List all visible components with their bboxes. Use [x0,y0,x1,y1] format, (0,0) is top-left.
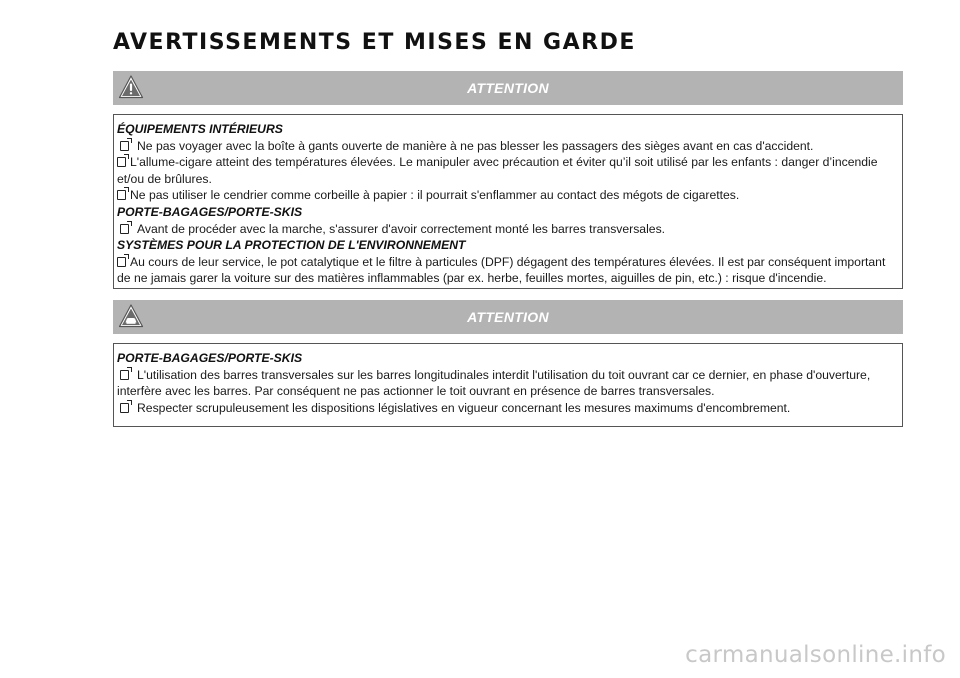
warning-box-2 [113,343,903,427]
checkbox-bullet-icon [117,257,126,267]
list-item: Respecter scrupuleusement les dispositions législatives en vigueur concernant les mesures maximums d'encombrement. [117,400,899,417]
vehicle-warning-icon [118,303,144,329]
attention-banner-1 [113,71,903,105]
heading-roof-racks: PORTE-BAGAGES/PORTE-SKIS [117,351,303,365]
list-item: Au cours de leur service, le pot catalytique et le filtre à particules (DPF) dégagent des températures élevées. Il est par conséquent important de ne jamais garer la voiture sur des matières inflammables (par ex. herbe, feuilles mortes, aiguilles de pin, etc.) : risque d'incendie. [117,254,886,286]
checkbox-bullet-icon [120,224,129,234]
list-item: Ne pas utiliser le cendrier comme corbeille à papier : il pourrait s'enflammer au contact des mégots de cigarettes. [117,187,899,204]
heading-roof-racks: PORTE-BAGAGES/PORTE-SKIS [117,204,303,219]
attention-banner-2 [113,300,903,334]
attention-label: ATTENTION [467,80,549,96]
watermark: carmanualsonline.info [685,642,946,668]
page-title: AVERTISSEMENTS ET MISES EN GARDE [113,30,636,55]
heading-environment-protection: SYSTÈMES POUR LA PROTECTION DE L'ENVIRONNEMENT [117,238,466,253]
attention-section-2 [113,300,903,427]
list-item: Avant de procéder avec la marche, s'assurer d'avoir correctement monté les barres transversales. [117,221,899,238]
warning-box-1 [113,114,903,289]
checkbox-bullet-icon [120,403,129,413]
attention-label: ATTENTION [467,309,549,325]
list-item: L'utilisation des barres transversales sur les barres longitudinales interdit l'utilisation du toit ouvrant car ce dernier, en phase d'ouverture, interfère avec les barres. Par conséquent ne pas actionner le toit ouvrant en présence de barres transversales. [117,367,871,399]
heading-interior-equipment: ÉQUIPEMENTS INTÉRIEURS [117,122,283,136]
checkbox-bullet-icon [120,370,129,380]
checkbox-bullet-icon [120,141,129,151]
list-item: Ne pas voyager avec la boîte à gants ouverte de manière à ne pas blesser les passagers des sièges avant en cas d'accident. [117,138,899,155]
warning-triangle-icon [118,74,144,100]
list-item: L'allume-cigare atteint des températures élevées. Le manipuler avec précaution et éviter qu’il soit utilisé par les enfants : danger d’incendie et/ou de brûlures. [117,155,878,186]
attention-section-1 [113,71,903,289]
checkbox-bullet-icon [117,190,126,200]
checkbox-bullet-icon [117,157,126,167]
